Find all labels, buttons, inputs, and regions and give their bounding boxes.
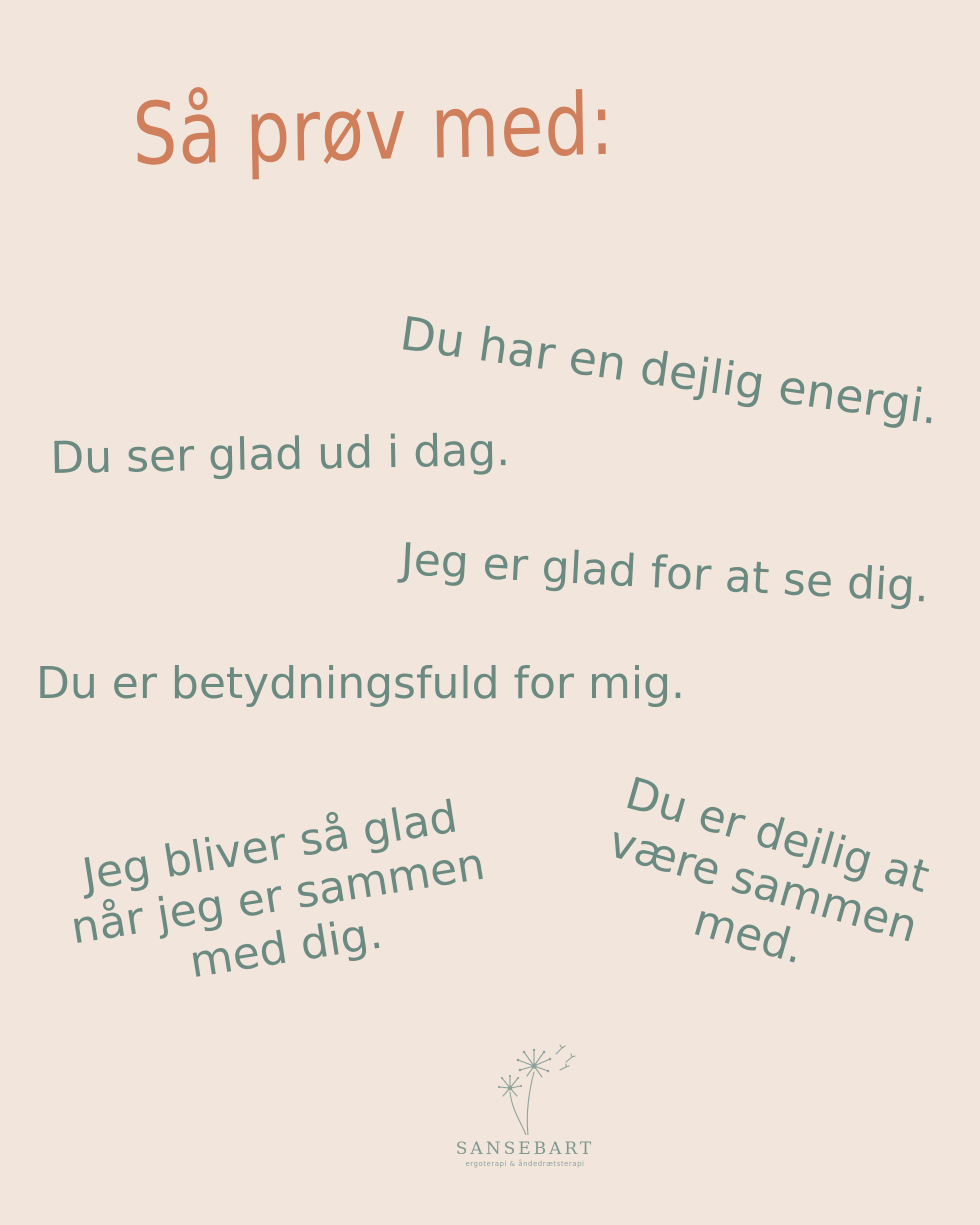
brand-tagline: ergoterapi & åndedrætsterapi — [465, 1160, 585, 1168]
brand-logo — [445, 1040, 605, 1180]
brand-name: SANSEBART — [455, 1139, 595, 1159]
phrase-lovely-company: Du er dejlig at være sammen med. — [603, 767, 935, 975]
phrase-together: Jeg bliver så glad når jeg er sammen med dig. — [67, 791, 489, 989]
page-title: Så prøv med: — [131, 74, 616, 185]
phrase-significant: Du er betydningsfuld for mig. — [36, 658, 685, 709]
phrase-glad-today: Du ser glad ud i dag. — [49, 424, 511, 484]
dandelion-icon — [490, 1040, 580, 1135]
phrase-glad-to-see: Jeg er glad for at se dig. — [399, 534, 931, 613]
phrase-energy: Du har en dejlig energi. — [397, 306, 942, 435]
